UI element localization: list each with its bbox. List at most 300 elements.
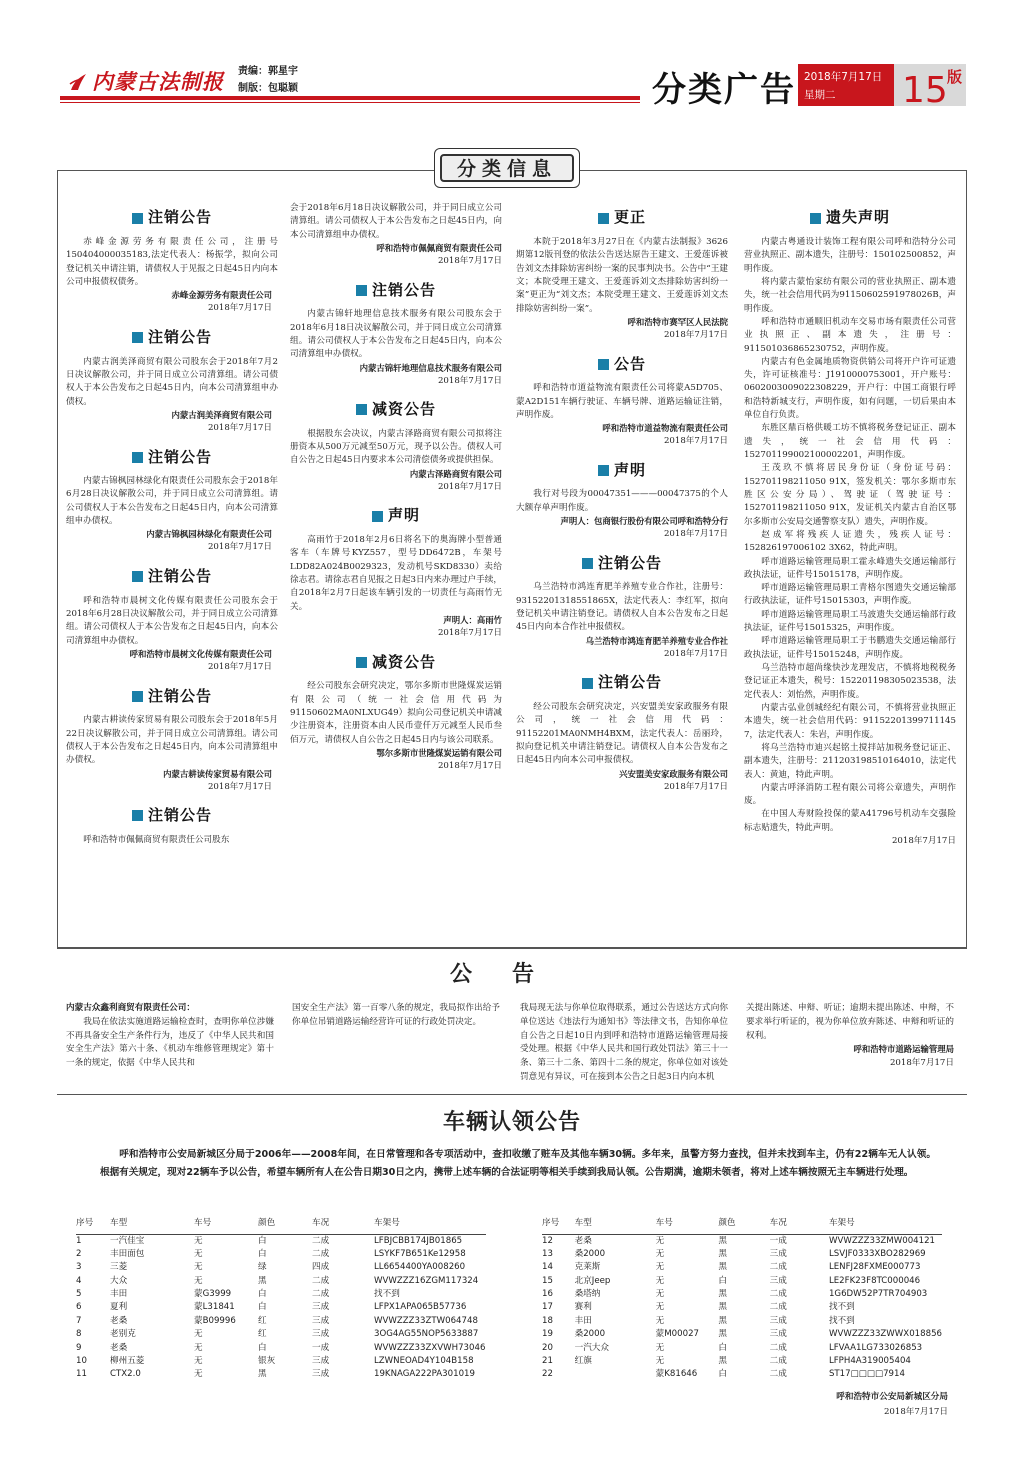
table-row	[76, 1248, 486, 1261]
table-cell: 一成	[312, 1342, 330, 1353]
table-cell: 3OG4AG55NOP5633887	[374, 1329, 479, 1340]
vehicle-notice-signature: 呼和浩特市公安局新城区分局	[836, 1392, 948, 1402]
notice-body: 内蒙古锦枫园林绿化有限责任公司股东会于2018年6月28日决议解散公司，并于同日成立公司清算组。请公司债权人于本公告发布之日起45日内，向本公司清算组申办债权。	[66, 476, 278, 527]
lost-notice-paragraph: 乌兰浩特市超尚缘快沙龙理发店，不慎将地税税务登记证正本遗失，税号：152201198305023538，法定代表人：刘怡然，声明作废。	[744, 663, 956, 700]
table-cell: 银灰	[258, 1355, 276, 1366]
table-cell: WVWZZZ33ZXVWH73046	[374, 1342, 486, 1353]
table-cell: 白	[258, 1248, 267, 1259]
notice-body: 内蒙古润美泽商贸有限公司股东会于2018年7月2日决议解散公司，并于同日成立公司清算组。请公司债权人于本公告发布之日起45日内，向本公司清算组申办债权。	[66, 356, 278, 407]
table-cell: 20	[542, 1342, 553, 1353]
table-cell: 黑	[718, 1329, 727, 1340]
table-row	[542, 1275, 942, 1288]
notice-signature: 声明人：高雨竹	[443, 614, 502, 625]
page-label: 版	[946, 68, 962, 86]
notice-date: 2018年7月17日	[663, 648, 728, 659]
table-cell: CTX2.0	[110, 1369, 141, 1380]
table-cell: 红旗	[574, 1355, 592, 1366]
column-header: 车型	[110, 1214, 194, 1234]
table-cell: 无	[194, 1275, 203, 1286]
notice-item	[66, 208, 278, 316]
notice-date: 2018年7月17日	[207, 542, 272, 553]
table-cell: 无	[655, 1262, 665, 1273]
table-cell: 5	[76, 1289, 82, 1300]
notice-date: 2018年7月17日	[207, 662, 272, 672]
table-cell: 二成	[769, 1355, 787, 1366]
table-cell: 无	[194, 1355, 203, 1366]
table-row	[542, 1261, 942, 1274]
table-cell: 三成	[312, 1355, 330, 1366]
notice-item	[516, 354, 728, 448]
column-header: 颜色	[258, 1214, 312, 1234]
heading-square-icon	[372, 511, 383, 522]
notice-body: 高雨竹于2018年2月6日将名下的奥海牌小型普通客车（车牌号KYZ557，型号DD6472B，车架号LDD82A024B0029323，发动机号SKD8330）卖给徐志君。请徐志君自见报之日起3日内来办理过户手续，自2018年2月7日起该车辆引发的一切责任与高雨竹无关。	[290, 535, 502, 612]
editor-name: 责编：郭星宇	[238, 66, 298, 77]
table-cell: 四成	[312, 1262, 330, 1273]
notice-heading-text: 声明	[387, 506, 420, 525]
table-cell: 6	[76, 1302, 82, 1313]
notice-signature: 呼和浩特市晨树文化传媒有限责任公司	[129, 648, 272, 659]
notice-date: 2018年7月17日	[207, 303, 272, 314]
vehicle-notice-intro: 呼和浩特市公安局新城区分局于2006年——2008年间，在日常管理和各专项活动中，查扣收缴了赃车及其他车辆30辆。多年来，虽警方努力查找，但并未找到车主，仍有22辆车无人认领。根据有关规定，现对22辆车予以公告，希望车辆所有人在公告日期30日之内，携带上述车辆的合法证明等相关手续到我局认领。公告期满，逾期未领者，将对上述车辆按照无主车辆进行处理。	[100, 1149, 936, 1178]
table-cell: 找不到	[374, 1289, 400, 1300]
table-row	[542, 1355, 942, 1368]
notice-date: 2018年7月17日	[437, 375, 502, 386]
lost-notice-paragraph: 内蒙古弘业创城经纪有限公司，不慎将营业执照正本遗失，统一社会信用代码：91152201399711145 7，法定代表人：朱岩，声明作废。	[744, 702, 956, 740]
notice-heading-text: 减资公告	[371, 652, 436, 671]
notice-item	[516, 460, 728, 541]
notice-heading	[66, 447, 278, 467]
notice-body: 本院于2018年3月27日在《内蒙古法制报》3626期第12版刊登的依法公告送达原告王建文、王爱莲诉被告刘文杰排除妨害纠纷一案的民事判决书。公告中“王建文；本院受理王建文、王爱莲诉刘文杰排除妨害纠纷一案”更正为“刘文杰；本院受理王建文、王爱莲诉刘文杰排除妨害纠纷一案”。	[516, 237, 728, 314]
table-cell: 9	[76, 1342, 82, 1353]
table-cell: 三成	[769, 1329, 787, 1340]
vehicle-notice-signature-block	[836, 1390, 948, 1419]
vehicle-table-right	[542, 1214, 942, 1382]
issue-date-box	[798, 64, 894, 106]
lost-notice-paragraph: 东胜区鼎百格供暖工坊不慎将税务登记证正、副本遗失，统一社会信用代码：152701199002100002201，声明作废。	[744, 423, 956, 460]
table-cell: 桑2000	[574, 1329, 606, 1340]
table-row	[76, 1355, 486, 1368]
lost-notice-paragraph: 呼市道路运输管理局职工马波遗失交通运输部行政执法证，证件号15015325，声明作废。	[744, 609, 956, 634]
logo-text: 内蒙古法制报	[92, 69, 224, 94]
notice-heading-text: 注销公告	[147, 327, 212, 346]
table-row	[76, 1301, 486, 1314]
table-cell: 12	[542, 1235, 553, 1246]
table-row	[76, 1342, 486, 1355]
notice-heading-text: 注销公告	[147, 686, 212, 705]
notice-paragraph: 我局在依法实施道路运输检查时，查明你单位涉嫌不再具备安全生产条件行为，违反了《中华人民共和国安全生产法》第六十条、《机动车维修管理规定》第十一条的规定，依据《中华人民共和	[66, 1016, 274, 1068]
heading-square-icon	[132, 332, 143, 343]
notice-column-4	[746, 1002, 954, 1082]
issue-date: 2018年7月17日	[804, 71, 883, 83]
lost-notice-paragraph: 将内蒙古蒙怡家纺有限公司的营业执照正、副本遗失，统一社会信用代码为91150602591978026B，声明作废。	[744, 276, 956, 314]
notice-paragraph: 国安全生产法》第一百零八条的规定，我局拟作出给予你单位吊销道路运输经营许可证的行政处罚决定。	[292, 1003, 500, 1027]
table-cell: 黑	[258, 1369, 267, 1380]
table-cell: 丰田	[574, 1315, 592, 1326]
classified-column-1	[66, 202, 278, 847]
notice-heading	[516, 460, 728, 480]
table-cell: 二成	[769, 1369, 787, 1380]
table-cell: 二成	[769, 1302, 787, 1313]
notice-item	[290, 400, 502, 494]
table-cell: LFBJCBB174JB01865	[374, 1235, 463, 1246]
table-cell: 二成	[769, 1342, 787, 1353]
column-header: 车号	[194, 1214, 258, 1234]
table-row	[76, 1261, 486, 1274]
heading-square-icon	[356, 657, 367, 668]
table-cell: 一汽大众	[574, 1342, 609, 1353]
classified-column-2	[290, 202, 502, 785]
section-divider	[57, 948, 967, 949]
notice-heading	[516, 673, 728, 693]
table-cell: 17	[542, 1302, 553, 1313]
masthead-rule	[60, 96, 640, 100]
notice-item	[66, 806, 278, 847]
table-cell: 一成	[769, 1235, 787, 1246]
table-cell: 找不到	[828, 1315, 855, 1326]
notice-heading-text: 注销公告	[371, 280, 436, 299]
table-row	[542, 1288, 942, 1301]
table-cell: 10	[76, 1355, 87, 1366]
table-cell: 2	[76, 1248, 82, 1259]
table-header-row	[76, 1214, 486, 1234]
table-cell: WVWZZZ33ZTW064748	[374, 1315, 478, 1326]
heading-square-icon	[582, 558, 593, 569]
heading-square-icon	[598, 359, 609, 370]
notice-date: 2018年7月17日	[207, 781, 272, 792]
table-cell: 丰田	[110, 1289, 128, 1300]
table-cell: LENFJ28FXME000773	[828, 1262, 921, 1273]
notice-paragraph: 我局现无法与你单位取得联系，通过公告送达方式向你单位送达《违法行为通知书》等法律文书，告知你单位自公告之日起10日内到呼和浩特市道路运输管理局接受处理。根据《中华人民共和国行政处罚法》第三十一条、第三十二条、第四十二条的规定，你单位如对该处罚意见有异议，可在接到本公告之日起3日内向本机	[520, 1003, 728, 1082]
lost-notice-paragraph: 呼市道路运输管理局职工青格尔图遗失交通运输部行政执法证，证件号15015303，声明作废。	[744, 583, 956, 607]
notice-signature: 内蒙古润美泽商贸有限公司	[171, 409, 272, 420]
table-cell: 红	[258, 1329, 267, 1340]
notice-date: 2018年7月17日	[889, 1057, 954, 1068]
notice-title: 公告	[449, 962, 574, 987]
table-cell: 蒙M00027	[655, 1329, 700, 1340]
notice-heading	[290, 652, 502, 672]
table-cell: 丰田面包	[110, 1248, 145, 1259]
table-cell: 18	[542, 1315, 553, 1326]
heading-square-icon	[132, 452, 143, 463]
table-cell: 老桑	[110, 1342, 128, 1353]
table-cell: 桑塔纳	[574, 1289, 601, 1300]
newspaper-logo	[68, 66, 224, 99]
notice-columns	[66, 1002, 956, 1092]
table-cell: 三成	[769, 1275, 787, 1286]
designer-name: 制版：包聪颖	[238, 82, 298, 94]
column-header: 序号	[76, 1214, 110, 1234]
table-cell: 无	[194, 1248, 203, 1259]
table-cell: 无	[655, 1302, 665, 1313]
notice-item	[516, 208, 728, 342]
table-cell: 白	[718, 1275, 727, 1286]
notice-date: 2018年7月17日	[663, 436, 728, 447]
notice-heading-text: 注销公告	[597, 553, 662, 572]
lost-notice-paragraph: 内蒙古呼泽消防工程有限公司将公章遗失，声明作废。	[744, 782, 956, 807]
page-number-box	[894, 64, 966, 111]
notice-heading	[66, 328, 278, 348]
table-cell: 黑	[718, 1355, 727, 1366]
notice-signature: 呼和浩特市赛罕区人民法院	[627, 316, 728, 327]
notice-body: 呼和浩特市佩佩商贸有限责任公司股东	[83, 834, 230, 845]
notice-date: 2018年7月17日	[663, 781, 728, 792]
table-cell: 老桑	[574, 1235, 592, 1246]
notice-date: 2018年7月17日	[437, 255, 502, 266]
lost-notice-paragraph: 赵成军将残疾人证遗失，残疾人证号：152826197006102 3X62，特此声明。	[744, 529, 956, 554]
table-cell: 无	[655, 1248, 665, 1259]
notice-heading-text: 更正	[613, 208, 646, 227]
table-cell: 21	[542, 1355, 553, 1366]
table-cell: 蒙G3999	[194, 1289, 232, 1300]
notice-heading-text: 声明	[613, 460, 646, 479]
notice-item	[290, 202, 502, 268]
table-cell: 红	[258, 1315, 267, 1326]
table-cell: 1	[76, 1235, 82, 1246]
table-cell: 黑	[718, 1289, 727, 1300]
table-cell: 黑	[718, 1262, 727, 1273]
heading-square-icon	[356, 404, 367, 415]
notice-body: 呼和浩特市晨树文化传媒有限责任公司股东会于2018年6月28日决议解散公司，并于同日成立公司清算组。请公司债权人于本公告发布之日起45日内，向本公司清算组申办债权。	[66, 595, 278, 646]
notice-signature: 呼和浩特市道益物流有限责任公司	[602, 423, 728, 434]
column-header: 车号	[656, 1214, 719, 1234]
notice-heading-text: 注销公告	[147, 806, 212, 825]
table-cell: LZWNEOAD4Y104B158	[374, 1355, 474, 1366]
table-cell: ST17□□□□7914	[828, 1369, 905, 1380]
classified-column-4	[744, 202, 956, 860]
table-cell: 无	[655, 1289, 665, 1300]
table-cell: 夏利	[110, 1302, 128, 1313]
table-row	[76, 1315, 486, 1328]
table-cell: 三成	[312, 1369, 330, 1380]
lost-notices	[744, 236, 956, 835]
table-cell: 白	[258, 1342, 267, 1353]
table-cell: 13	[542, 1248, 553, 1259]
notice-item	[290, 652, 502, 773]
notice-signature: 内蒙古锦轩地理信息技术服务有限公司	[359, 362, 502, 373]
column-header: 颜色	[718, 1214, 769, 1234]
table-cell: LSVJF0333XBO282969	[828, 1248, 926, 1259]
notice-signature: 呼和浩特市佩佩商贸有限责任公司	[376, 242, 502, 253]
notice-date: 2018年7月17日	[207, 422, 272, 433]
section-divider	[57, 1094, 967, 1095]
table-cell: 蒙L31841	[194, 1302, 235, 1313]
lost-notice-paragraph: 内蒙古粤通设计装饰工程有限公司呼和浩特分公司营业执照正、副本遗失，注册号：150102500852，声明作废。	[744, 237, 956, 274]
table-cell: 柳州五菱	[110, 1355, 145, 1366]
table-cell: 克莱斯	[574, 1262, 601, 1273]
table-cell: 二成	[312, 1248, 330, 1259]
table-cell: 黑	[718, 1248, 727, 1259]
table-cell: 二成	[312, 1235, 330, 1246]
table-cell: 22	[542, 1369, 553, 1380]
lost-notice-paragraph: 呼和浩特市通顺旧机动车交易市场有限责任公司营业执照正、副本遗失，注册号：911501036865230752，声明作废。	[744, 316, 956, 354]
notice-heading-text: 减资公告	[371, 400, 436, 419]
table-cell: 1G6DW52P7TR704903	[828, 1289, 928, 1300]
column-header: 车况	[312, 1214, 374, 1234]
table-row	[542, 1234, 942, 1248]
table-cell: 绿	[258, 1262, 267, 1273]
notice-heading	[516, 208, 728, 228]
vehicle-notice-date: 2018年7月17日	[883, 1406, 948, 1417]
table-cell: 黑	[718, 1315, 727, 1326]
table-cell: 二成	[769, 1262, 787, 1273]
notice-date: 2018年7月17日	[437, 760, 502, 771]
notice-heading-text: 公告	[613, 354, 646, 373]
table-cell: 无	[194, 1342, 203, 1353]
heading-square-icon	[132, 571, 143, 582]
notice-addressee: 内蒙古众鑫利商贸有限责任公司：	[66, 1003, 195, 1013]
table-cell: 赛利	[574, 1302, 592, 1313]
table-cell: LFPX1APA065B57736	[374, 1302, 467, 1313]
table-cell: 三菱	[110, 1262, 128, 1273]
table-cell: 无	[655, 1355, 665, 1366]
heading-square-icon	[356, 285, 367, 296]
table-cell: 白	[258, 1235, 267, 1246]
notice-item	[66, 328, 278, 436]
table-cell: 14	[542, 1262, 553, 1273]
table-cell: 19	[542, 1329, 553, 1340]
table-cell: 19KNAGA222PA301019	[374, 1369, 475, 1380]
notice-heading	[290, 280, 502, 300]
table-cell	[575, 1368, 656, 1381]
table-row	[542, 1328, 942, 1341]
table-cell: 二成	[312, 1275, 330, 1286]
table-cell: WVWZZZ33ZMW004121	[828, 1235, 936, 1246]
notice-item	[66, 686, 278, 794]
heading-square-icon	[132, 213, 143, 224]
classified-badge-label: 分类信息	[440, 154, 574, 182]
notice-heading	[516, 354, 728, 374]
notice-body: 经公司股东会研究决定，鄂尔多斯市世隆煤炭运销有限公司（统一社会信用代码为91150602MA0NLXUG49）拟向公司登记机关申请减少注册资本，注册资本由人民币壹仟万元减至人民币叁佰万元，请债权人自公告之日起45日内与该公司联系。	[290, 681, 502, 745]
notice-item	[516, 673, 728, 794]
table-row	[542, 1248, 942, 1261]
table-cell: 三成	[312, 1329, 330, 1340]
heading-square-icon	[598, 213, 609, 224]
notice-signature: 赤峰金源劳务有限责任公司	[171, 290, 272, 301]
notice-body: 我行对号段为00047351———00047375的个人大额存单声明作废。	[516, 489, 728, 513]
lost-notice-paragraph: 呼市道路运输管理局职工于书鹏遗失交通运输部行政执法证，证件号15015248，声明作废。	[744, 636, 956, 660]
notice-heading-text: 注销公告	[147, 208, 212, 227]
notice-date: 2018年7月17日	[663, 329, 728, 340]
classified-badge	[434, 148, 580, 188]
notice-signature: 内蒙古耕读传家贸易有限公司	[163, 768, 272, 779]
table-cell: 无	[655, 1315, 665, 1326]
notice-body: 会于2018年6月18日决议解散公司，并于同日成立公司清算组。请公司债权人于本公告发布之日起45日内，向本公司清算组申办债权。	[290, 203, 502, 240]
notice-body: 赤峰金源劳务有限责任公司，注册号150404000035183,法定代表人：杨振学，拟向公司登记机关申请注销，请债权人于见报之日起45日内向本公司申报债权债务。	[66, 237, 278, 287]
notice-body: 根据股东会决议，内蒙古泽路商贸有限公司拟将注册资本从500万元减至50万元，现予以公告。债权人可自公告之日起45日内要求本公司清偿债务或提供担保。	[290, 428, 502, 466]
masthead	[60, 60, 966, 111]
column-header: 车型	[575, 1214, 656, 1234]
table-cell: 3	[76, 1262, 82, 1273]
table-row	[542, 1368, 942, 1381]
notice-signature: 声明人：包商银行股份有限公司呼和浩特分行	[560, 516, 728, 527]
table-cell: 无	[194, 1235, 203, 1246]
notice-heading	[66, 686, 278, 706]
notice-item	[516, 553, 728, 661]
table-row	[542, 1315, 942, 1328]
vehicle-notice-title: 车辆认领公告	[442, 1110, 581, 1135]
notice-date: 2018年7月17日	[891, 836, 956, 847]
table-cell: WVWZZZ16ZGM117324	[374, 1275, 479, 1286]
table-cell: 无	[194, 1262, 203, 1273]
heading-square-icon	[598, 465, 609, 476]
table-cell: 无	[655, 1342, 665, 1353]
notice-item	[290, 506, 502, 640]
table-cell: 无	[194, 1369, 203, 1380]
table-cell: 无	[194, 1329, 203, 1340]
column-header: 车架号	[374, 1214, 486, 1234]
notice-body: 乌兰浩特市鸿连育肥羊养殖专业合作社，注册号：93152201318551865X，法定代表人：李红军，拟向登记机关申请注销登记。请债权人自本公告发布之日起45日内向本合作社申报债权。	[516, 582, 728, 633]
table-cell: 找不到	[828, 1302, 855, 1313]
table-cell: 11	[76, 1369, 87, 1380]
table-cell: 8	[76, 1329, 82, 1340]
heading-square-icon	[132, 810, 143, 821]
notice-column-1	[66, 1002, 274, 1071]
heading-square-icon	[582, 678, 593, 689]
notice-heading	[290, 400, 502, 420]
notice-signature: 鄂尔多斯市世隆煤炭运销有限公司	[376, 747, 502, 758]
notice-signature: 呼和浩特市道路运输管理局	[853, 1044, 954, 1055]
table-cell: 北京Jeep	[574, 1275, 611, 1286]
notice-item	[66, 567, 278, 675]
table-header-row	[542, 1214, 942, 1234]
notice-heading	[66, 567, 278, 587]
logo-emblem-icon	[68, 72, 88, 92]
table-row	[76, 1368, 486, 1381]
table-cell: LFPH4A319005404	[828, 1355, 911, 1366]
table-cell: LE2FK23F8TC000046	[828, 1275, 921, 1286]
table-cell: 无	[655, 1275, 665, 1286]
lost-notice-paragraph: 呼市道路运输管理局职工霍永峰遗失交通运输部行政执法证，证件号15015178，声明作废。	[744, 556, 956, 580]
notice-body: 经公司股东会研究决定，兴安盟美安家政服务有限公司，统一社会信用代码：91152201MA0NMH4BXM，法定代表人：岳丽玲，拟向登记机关申请注销登记。请债权人自本公告发布之日起45日内向本公司申报债权。	[516, 702, 728, 766]
table-cell: 15	[542, 1275, 553, 1286]
table-cell: 黑	[258, 1275, 267, 1286]
notice-body: 呼和浩特市道益物流有限责任公司将蒙A5D705、蒙A2D151车辆行驶证、车辆号牌、道路运输证注销，声明作废。	[516, 383, 728, 420]
table-cell: LFVAA1LG733026853	[828, 1342, 923, 1353]
table-cell: 二成	[312, 1289, 330, 1300]
column-header: 序号	[542, 1214, 575, 1234]
notice-heading	[66, 208, 278, 228]
table-cell: 无	[655, 1235, 665, 1246]
table-cell: 三成	[769, 1315, 787, 1326]
notice-date: 2018年7月17日	[663, 529, 728, 540]
notice-item	[66, 447, 278, 555]
table-cell: 三成	[312, 1315, 330, 1326]
column-header: 车架号	[829, 1214, 942, 1234]
table-cell: 白	[258, 1302, 267, 1313]
table-cell: 三成	[769, 1248, 787, 1259]
table-row	[542, 1342, 942, 1355]
table-row	[542, 1301, 942, 1314]
table-cell: 7	[76, 1315, 82, 1326]
notice-heading	[66, 806, 278, 826]
notice-signature: 内蒙古泽路商贸有限公司	[409, 468, 502, 479]
lost-notice-paragraph: 在中国人寿财险投保的蒙A41796号机动车交强险标志贴遗失，特此声明。	[744, 809, 956, 833]
table-cell: 白	[718, 1342, 727, 1353]
table-cell: LSYKF7B651Ke12958	[374, 1248, 466, 1259]
table-cell: 老桑	[110, 1315, 128, 1326]
table-cell: 白	[718, 1369, 727, 1380]
notice-heading-text: 注销公告	[147, 447, 212, 466]
editor-credits	[238, 64, 298, 97]
table-cell: 一汽佳宝	[110, 1235, 145, 1246]
notice-signature: 兴安盟美安家政服务有限公司	[619, 768, 728, 779]
notice-signature: 乌兰浩特市鸿连育肥羊养殖专业合作社	[585, 635, 728, 646]
table-cell: WVWZZZ33ZWWX018856	[828, 1329, 942, 1340]
table-row	[76, 1288, 486, 1301]
table-cell: 蒙B09996	[194, 1315, 236, 1326]
table-cell: 黑	[718, 1235, 727, 1246]
table-cell: 白	[258, 1289, 267, 1300]
